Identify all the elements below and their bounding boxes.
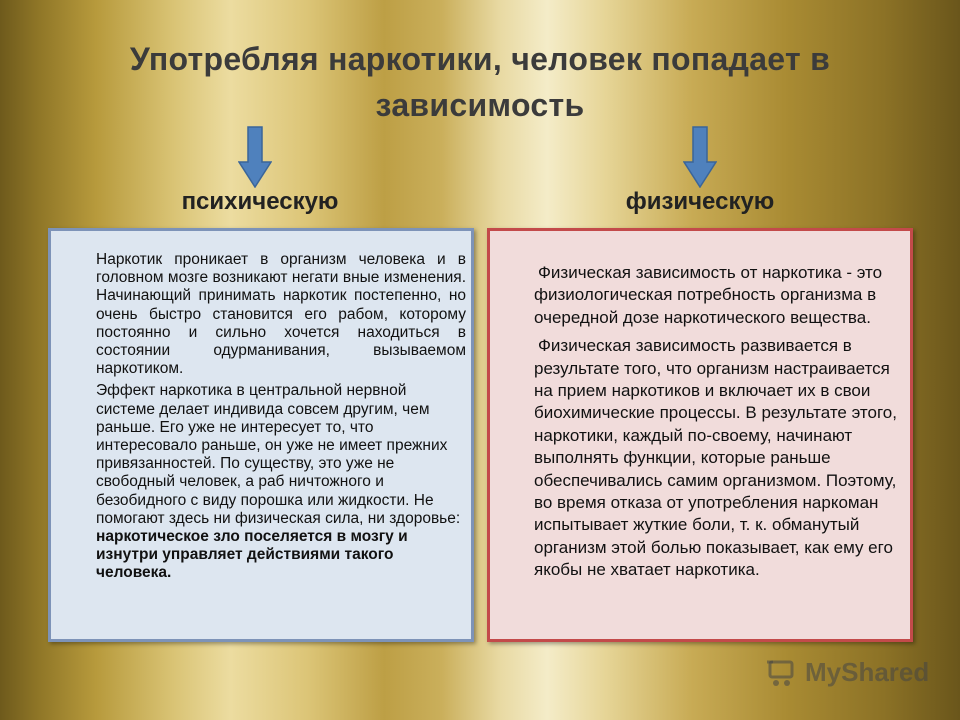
left-paragraph-1: Наркотик проникает в организм человека и в головном мозге возникают негати вные изменения. Начинающий принимать наркотик постепенно, но очень быстро становится его рабом, которому постоянно и сильно хочется находиться в состоянии одурманивания, вызываемом наркотиком. xyxy=(96,251,466,378)
watermark-text: MyShared xyxy=(805,657,930,687)
physical-panel xyxy=(487,228,913,642)
left-heading: психическую xyxy=(181,188,339,215)
down-arrow-icon xyxy=(238,126,272,188)
psychological-panel xyxy=(48,228,474,642)
right-paragraph-2: Физическая зависимость развивается в результате того, что организм настраивается на прием наркотиков и включает их в свои биохимические процессы. В результате этого, наркотики, каждый по-своему, начинают выполнять функции, которые раньше обеспечивались самим организмом. Поэтому, во время отказа от употребления наркоман испытывает жуткие боли, т. к. обманутый организм этой болью показывает, как ему его якобы не хватает наркотика. xyxy=(534,336,897,580)
right-paragraph-1: Физическая зависимость от наркотика - это физиологическая потребность организма в очередной дозе наркотического вещества. xyxy=(534,263,883,327)
watermark xyxy=(767,657,929,688)
left-paragraph-2-bold: наркотическое зло поселяется в мозгу и изнутри управляет действиями такого человека. xyxy=(96,528,408,582)
left-paragraph-2 xyxy=(96,382,466,582)
down-arrow-icon xyxy=(683,126,717,188)
left-paragraph-2-text: Эффект наркотика в центральной нервной системе делает индивида совсем другим, чем раньше. Его уже не интересует то, что интересовало раньше, он уже не имеет прежних привязанностей. По существу, это уже не свободный человек, а раб ничтожного и безобидного с виду порошка или жидкости. Не помогают здесь ни физическая сила, ни здоровье: xyxy=(96,382,461,527)
right-heading: физическую xyxy=(625,188,775,215)
slide-title: Употребляя наркотики, человек попадает в зависимость xyxy=(129,41,831,123)
cart-icon xyxy=(767,658,799,688)
